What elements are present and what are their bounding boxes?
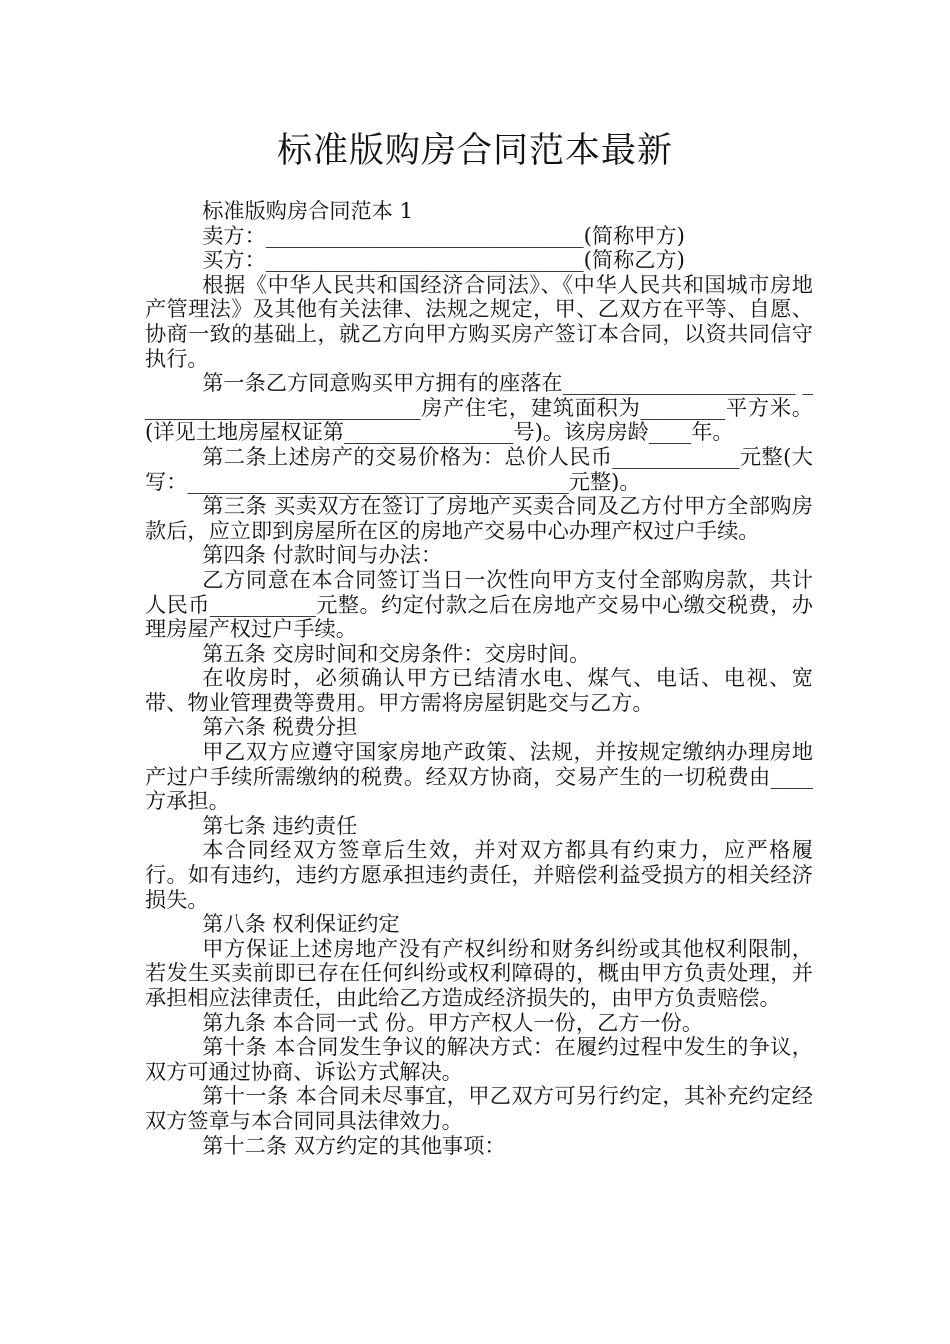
- preamble-paragraph: 根据《中华人民共和国经济合同法》、《中华人民共和国城市房地产管理法》及其他有关法律、法规之规定，甲、乙双方在平等、自愿、协商一致的基础上，就乙方向甲方购买房产签订本合同，以资共同信守执行。: [145, 271, 813, 371]
- article-1: 第一条乙方同意购买甲方拥有的座落在______________________ ___________________________房产住宅，建筑面积为________平方米。(详见土地房屋权证第________________号)。该房房龄____年。: [145, 370, 813, 445]
- article-8-heading: 第八条 权利保证约定: [202, 911, 400, 937]
- article-7-body: 本合同经双方签章后生效，并对双方都具有约束力，应严格履行。如有违约，违约方愿承担违约责任，并赔偿利益受损方的相关经济损失。: [145, 837, 813, 912]
- article-12: 第十二条 双方约定的其他事项：: [202, 1132, 506, 1158]
- article-3: 第三条 买卖双方在签订了房地产买卖合同及乙方付甲方全部购房款后，应立即到房屋所在区的房地产交易中心办理产权过户手续。: [145, 493, 813, 543]
- article-9: 第九条 本合同一式 份。甲方产权人一份，乙方一份。: [202, 1009, 704, 1035]
- document-body: [145, 199, 813, 1158]
- article-6-heading: 第六条 税费分担: [202, 714, 358, 740]
- article-7-heading: 第七条 违约责任: [202, 812, 358, 838]
- article-6-body: 甲乙双方应遵守国家房地产政策、法规，并按规定缴纳办理房地产过户手续所需缴纳的税费。经双方协商，交易产生的一切税费由____方承担。: [145, 739, 813, 814]
- article-8-body: 甲方保证上述房地产没有产权纠纷和财务纠纷或其他权利限制，若发生买卖前即已存在任何纠纷或权利障碍的，概由甲方负责处理，并承担相应法律责任，由此给乙方造成经济损失的，由甲方负责赔偿。: [145, 935, 813, 1010]
- article-4-heading: 第四条 付款时间与办法：: [202, 542, 443, 568]
- article-2: 第二条上述房产的交易价格为：总价人民币____________元整(大写：____________________________________元整)。: [145, 443, 813, 494]
- contract-subtitle: 标准版购房合同范本 1: [202, 198, 414, 223]
- seller-line: 卖方：______________________________(简称甲方): [202, 222, 685, 248]
- article-11: 第十一条 本合同未尽事宜，甲乙双方可另行约定，其补充约定经双方签章与本合同同具法律效力。: [145, 1083, 813, 1133]
- article-5-body: 在收房时，必须确认甲方已结清水电、煤气、电话、电视、宽带、物业管理费等费用。甲方需将房屋钥匙交与乙方。: [145, 665, 813, 715]
- article-4-body: 乙方同意在本合同签订当日一次性向甲方支付全部购房款，共计人民币__________元整。约定付款之后在房地产交易中心缴交税费，办理房屋产权过户手续。: [145, 566, 813, 642]
- document-title: 标准版购房合同范本最新: [276, 131, 673, 171]
- article-5-heading: 第五条 交房时间和交房条件：交房时间。: [202, 640, 591, 666]
- buyer-line: 买方：______________________________(简称乙方): [202, 247, 685, 273]
- article-10: 第十条 本合同发生争议的解决方式：在履约过程中发生的争议，双方可通过协商、诉讼方式解决。: [145, 1034, 813, 1084]
